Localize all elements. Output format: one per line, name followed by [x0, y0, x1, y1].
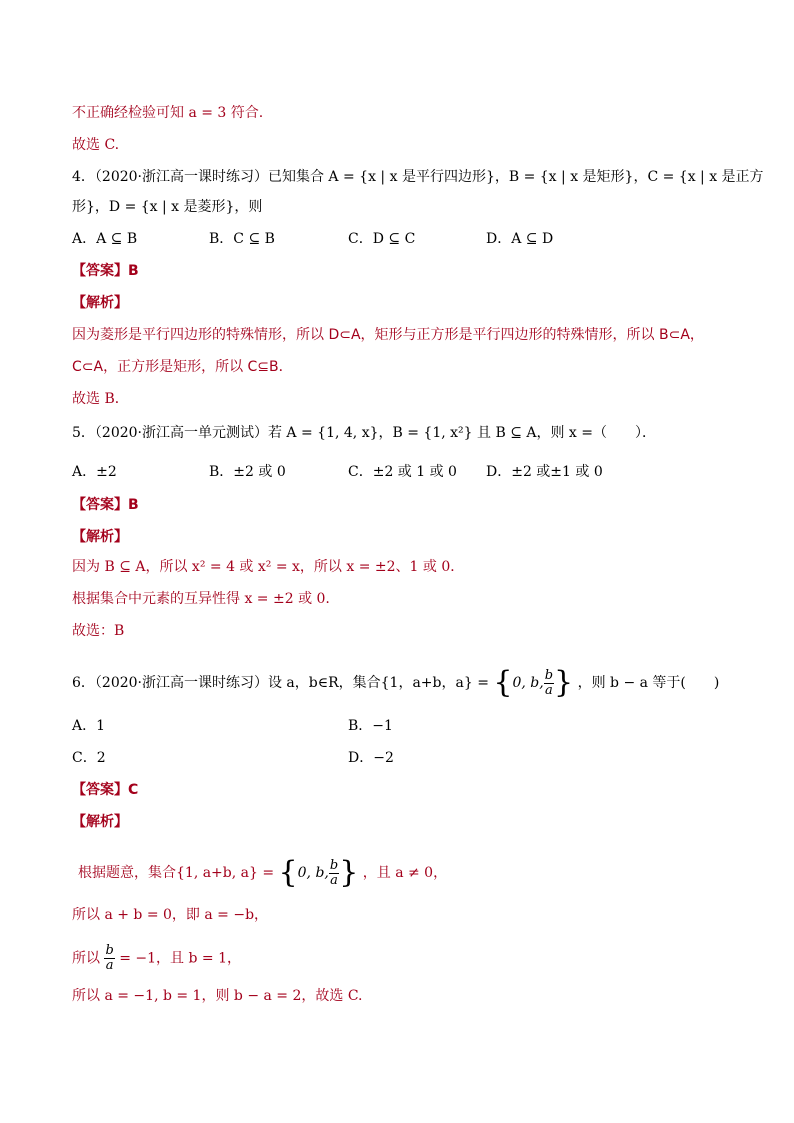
right-brace: } — [339, 855, 359, 890]
q6-analysis-label: 【解析】 — [72, 814, 128, 830]
q5-option-a: A．±2 — [72, 464, 117, 480]
q5-conclusion: 故选：B — [72, 623, 125, 639]
q6-analysis-fraction — [329, 859, 339, 888]
q5-analysis-label: 【解析】 — [72, 529, 128, 545]
q4-answer-label: 【答案】B — [72, 263, 139, 279]
q5-stem: 5．（2020·浙江高一单元测试）若 A = {1, 4, x}，B = {1, x²} 且 B ⊆ A，则 x =（ ）． — [72, 425, 657, 441]
prev-solution-line: 不正确经检验可知 a = 3 符合. — [72, 105, 264, 121]
q4-stem-line1: 4．（2020·浙江高一课时练习）已知集合 A = {x | x 是平行四边形}，B = {x | x 是矩形}，C = {x | x 是正方 — [72, 169, 764, 185]
q6-analysis3-fraction — [104, 944, 114, 973]
q6-option-a: A．1 — [72, 718, 106, 734]
left-brace: { — [278, 855, 298, 890]
q6-fraction — [544, 669, 554, 698]
q5-option-c: C．±2 或 1 或 0 — [348, 464, 457, 480]
right-brace: } — [554, 665, 574, 700]
q6-analysis1-post: ，且 a ≠ 0， — [362, 865, 448, 881]
q4-option-c: C．D ⊆ C — [348, 231, 416, 247]
q6-analysis-set-elements: 0, b, — [297, 865, 329, 881]
q6-stem-pre: 6．（2020·浙江高一课时练习）设 a，b∈R，集合{1，a+b，a} = — [72, 675, 489, 691]
q4-conclusion: 故选 B． — [72, 391, 129, 407]
q6-option-b: B．−1 — [348, 718, 393, 734]
q6-option-c: C．2 — [72, 750, 106, 766]
q5-option-d: D．±2 或±1 或 0 — [486, 464, 603, 480]
left-brace: { — [493, 665, 513, 700]
q4-option-b: B．C ⊆ B — [209, 231, 275, 247]
q6-fraction-den: a — [545, 682, 553, 698]
prev-conclusion: 故选 C. — [72, 137, 120, 153]
q5-option-b: B．±2 或 0 — [209, 464, 286, 480]
q6-answer-label: 【答案】C — [72, 782, 139, 798]
q6-analysis3-fraction-den: a — [105, 958, 114, 973]
q4-analysis-line2: C⊂A，正方形是矩形，所以 C⊆B． — [72, 359, 293, 375]
q6-analysis-fraction-num: b — [329, 857, 339, 873]
q4-analysis-line1: 因为菱形是平行四边形的特殊情形，所以 D⊂A，矩形与正方形是平行四边形的特殊情形，所以 B⊂A， — [72, 327, 704, 343]
q6-analysis3-pre: 所以 — [72, 950, 100, 967]
q6-analysis-line1 — [78, 855, 448, 890]
q4-option-a: A．A ⊆ B — [72, 231, 138, 247]
q5-analysis-line2: 根据集合中元素的互异性得 x = ±2 或 0. — [72, 591, 330, 607]
q4-stem-line2: 形}，D = {x | x 是菱形}，则 — [72, 199, 263, 215]
q6-stem — [72, 665, 720, 700]
q5-analysis-line1: 因为 B ⊆ A，所以 x² = 4 或 x² = x，所以 x = ±2、1 或 0． — [72, 559, 465, 575]
q6-analysis-line2: 所以 a + b = 0，即 a = −b， — [72, 907, 269, 923]
q6-analysis-fraction-den: a — [330, 872, 338, 888]
q6-option-d: D．−2 — [348, 750, 394, 766]
q5-answer-label: 【答案】B — [72, 497, 139, 513]
q6-analysis-line3 — [72, 944, 241, 973]
q6-set-elements: 0, b, — [512, 675, 544, 691]
q6-analysis-line4: 所以 a = −1, b = 1，则 b − a = 2，故选 C. — [72, 988, 363, 1004]
q4-option-d: D．A ⊆ D — [486, 231, 554, 247]
q4-analysis-label: 【解析】 — [72, 295, 128, 311]
q6-analysis3-fraction-num: b — [105, 943, 114, 958]
q6-analysis1-pre: 根据题意，集合{1, a+b, a} = — [78, 865, 275, 881]
q6-fraction-num: b — [544, 667, 554, 683]
q6-stem-post: ，则 b − a 等于( ) — [577, 675, 720, 691]
q6-analysis3-post: = −1，且 b = 1， — [119, 950, 242, 967]
